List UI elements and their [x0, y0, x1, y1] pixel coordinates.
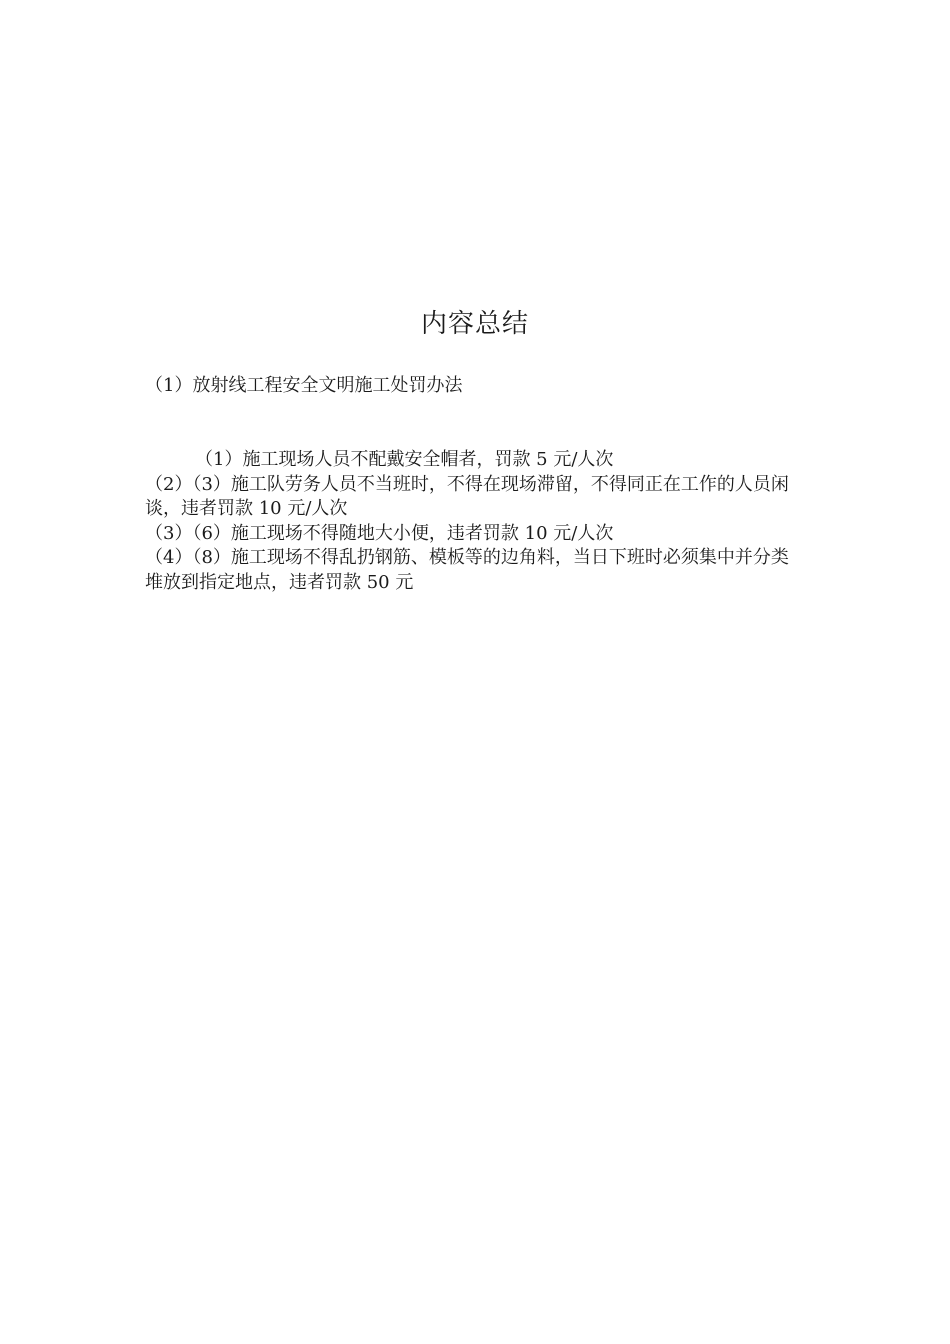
document-body: [145, 448, 795, 596]
paragraph-2: （2）（3）施工队劳务人员不当班时，不得在现场滞留，不得同正在工作的人员闲谈，违者罚款 10 元/人次: [145, 473, 789, 520]
paragraph-3: （3）（6）施工现场不得随地大小便，违者罚款 10 元/人次: [145, 522, 614, 544]
section-heading: （1）放射线工程安全文明施工处罚办法: [145, 375, 463, 396]
page-title: 内容总结: [420, 309, 529, 339]
paragraph-4: （4）（8）施工现场不得乱扔钢筋、模板等的边角料，当日下班时必须集中并分类堆放到指定地点，违者罚款 50 元: [145, 547, 789, 593]
paragraph-1: （1）施工现场人员不配戴安全帽者，罚款 5 元/人次: [195, 449, 614, 470]
